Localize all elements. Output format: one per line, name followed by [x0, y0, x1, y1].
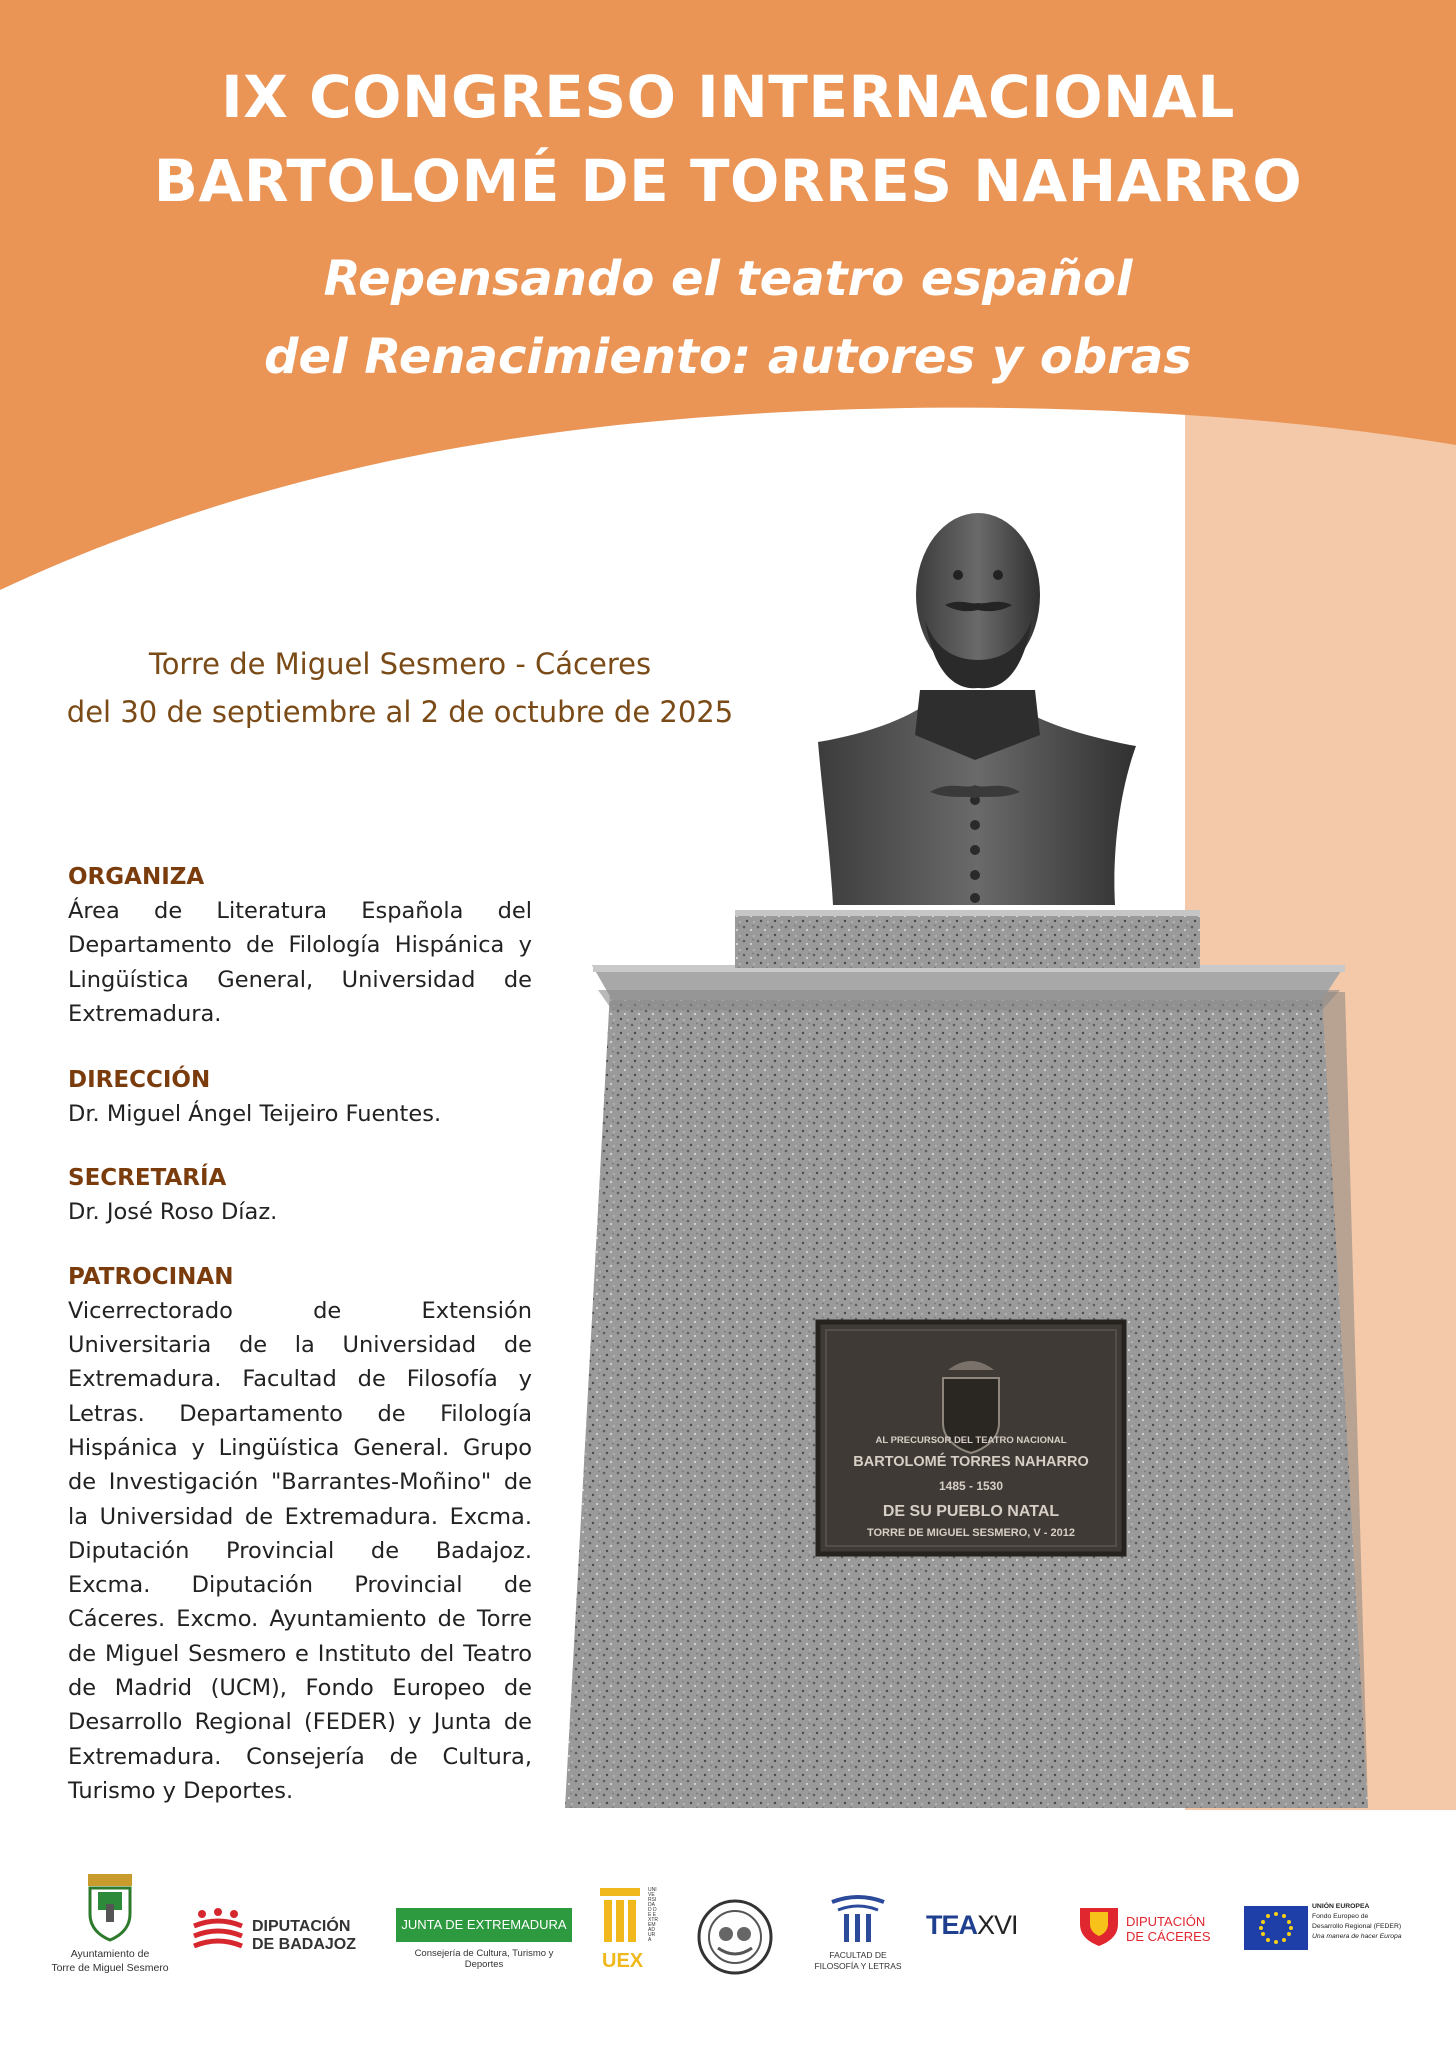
facultad-column-icon: [828, 1894, 888, 1946]
uex-logo: [600, 1870, 666, 2000]
teaxvi-text-1: TEA: [926, 1910, 977, 1940]
teaxvi-logo: [926, 1870, 1046, 2000]
ayuntamiento-logo: [40, 1870, 180, 2000]
organiza-body: Área de Literatura Española del Departamento de Filología Hispánica y Lingüística General, Universidad de Extremadura.: [68, 898, 532, 1027]
feder-text-4: Una manera de hacer Europa: [1312, 1933, 1402, 1940]
organiza-heading: ORGANIZA: [68, 864, 205, 890]
secretaria-heading: SECRETARÍA: [68, 1165, 227, 1192]
badajoz-text-2: DE BADAJOZ: [252, 1936, 357, 1953]
diputacion-caceres-logo: [1076, 1870, 1216, 2000]
feder-text-1: UNIÓN EUROPEA: [1312, 1903, 1370, 1910]
ayuntamiento-shield-icon: [40, 1870, 180, 1942]
eu-flag-icon: [1244, 1906, 1308, 1950]
secretaria-body: Dr. José Roso Díaz.: [68, 1199, 278, 1226]
title-line-2: BARTOLOMÉ DE TORRES NAHARRO: [153, 147, 1303, 215]
facultad-text-1: FACULTAD DE: [829, 1950, 887, 1960]
plaque-line-5: TORRE DE MIGUEL SESMERO, V - 2012: [866, 1527, 1076, 1539]
diputacion-badajoz-logo: [190, 1870, 360, 2000]
plaque-line-3: 1485 - 1530: [938, 1479, 1004, 1493]
direccion-body: Dr. Miguel Ángel Teijeiro Fuentes.: [68, 1101, 442, 1128]
teaxvi-text-2: XVI: [977, 1910, 1018, 1940]
uex-text: UEX: [602, 1950, 644, 1972]
commemorative-plaque: [818, 1322, 1124, 1554]
feder-text-2: Fondo Europeo de: [1312, 1913, 1369, 1920]
patrocinan-body: Vicerrectorado de Extensión Universitaria de la Universidad de Extremadura. Facultad de Filosofía y Letras. Departamento de Filología Hispánica y Lingüística General. Grupo de Investigación "Barrantes-Moñino" de la Universidad de Extremadura. Excma. Diputación Provincial de Badajoz. Excma. Diputación Provincial de Cáceres. Excmo. Ayuntamiento de Torre de Miguel Sesmero e Instituto del Teatro de Madrid (UCM), Fondo Europeo de Desarrollo Regional (FEDER) y Junta de Extremadura. Consejería de Cultura, Turismo y Deportes.: [68, 1297, 532, 1804]
feder-text-3: Desarrollo Regional (FEDER): [1312, 1923, 1402, 1930]
caceres-text-1: DIPUTACIÓN: [1126, 1914, 1206, 1929]
subtitle-line-1: Repensando el teatro español: [323, 251, 1133, 307]
seal-icon: [696, 1898, 774, 1976]
caceres-text-2: DE CÁCERES: [1126, 1929, 1211, 1944]
caceres-emblem-icon: [1076, 1902, 1122, 1948]
subtitle-line-2: del Renacimiento: autores y obras: [264, 329, 1192, 385]
uex-vertical-text: UNIVERSIDAD DE EXTREMADURA: [648, 1887, 658, 1943]
ayuntamiento-text-2: Torre de Miguel Sesmero: [51, 1962, 169, 1974]
direccion-heading: DIRECCIÓN: [68, 1067, 211, 1094]
patrocinan-heading: PATROCINAN: [68, 1263, 234, 1290]
ayuntamiento-text-1: Ayuntamiento de: [70, 1948, 150, 1960]
junta-text-2: Consejería de Cultura, Turismo y Deportes: [414, 1948, 554, 1970]
sponsor-logos: [40, 1870, 1420, 2000]
plaque-line-2: BARTOLOMÉ TORRES NAHARRO: [853, 1454, 1089, 1470]
plaque-line-4: DE SU PUEBLO NATAL: [882, 1503, 1060, 1520]
facultad-text-2: FILOSOFÍA Y LETRAS: [814, 1961, 902, 1971]
badajoz-emblem-icon: [190, 1904, 246, 1960]
junta-extremadura-logo: [396, 1870, 576, 2000]
title-line-1: IX CONGRESO INTERNACIONAL: [221, 63, 1235, 131]
event-dates: del 30 de septiembre al 2 de octubre de 2025: [66, 695, 734, 729]
plaque-line-1: AL PRECURSOR DEL TEATRO NACIONAL: [875, 1435, 1067, 1446]
research-group-seal-logo: [696, 1870, 776, 2000]
feder-logo: [1244, 1870, 1414, 2000]
badajoz-text-1: DIPUTACIÓN: [252, 1918, 351, 1935]
event-place: Torre de Miguel Sesmero - Cáceres: [148, 647, 652, 681]
facultad-filosofia-logo: [808, 1870, 908, 2000]
bust-statue: [818, 513, 1136, 905]
junta-text-1: JUNTA DE EXTREMADURA: [396, 1908, 572, 1942]
